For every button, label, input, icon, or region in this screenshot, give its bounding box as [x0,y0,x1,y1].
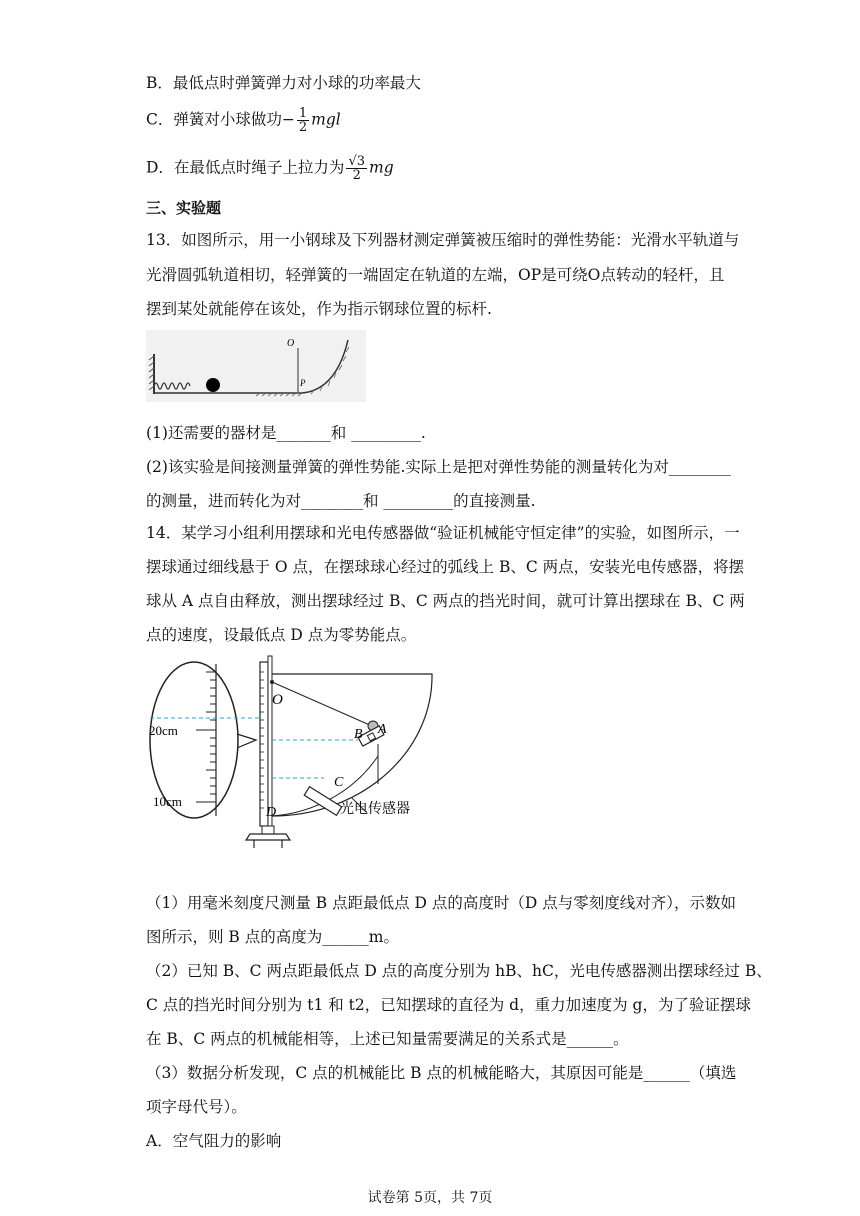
figure-background [146,330,366,402]
q12-option-c-sign: − [281,110,295,129]
q12-option-d [146,155,394,182]
q14-stem-line-3: 球从 A 点自由释放，测出摆球经过 B、C 两点的挡光时间，就可计算出摆球在 B、C 两 [146,592,745,610]
q13-stem-line-3: 摆到某处就能停在该处，作为指示钢球位置的标杆. [146,300,492,318]
pivot-o [270,680,274,684]
fraction-denominator: 2 [352,168,361,183]
q12-option-c-fraction [297,107,309,134]
label-d: D [266,805,277,820]
q12-option-c-text: C．弹簧对小球做功 [146,110,282,129]
label-a: A [378,722,387,737]
q14-part-3-line-1: （3）数据分析发现，C 点的机械能比 B 点的机械能略大，其原因可能是______（填选 [146,1064,737,1082]
q13-part-2-line-1: (2)该实验是间接测量弹簧的弹性势能.实际上是把对弹性势能的测量转化为对________ [146,458,731,476]
q14-figure [146,652,436,852]
q13-part-2-line-2: 的测量，进而转化为对________和 _________的直接测量. [146,492,536,510]
pendulum-string [272,682,372,726]
q14-part-2-line-2: C 点的挡光时间分别为 t1 和 t2，已知摆球的直径为 d，重力加速度为 g，为了验证摆球 [146,996,751,1014]
label-o: O [287,338,295,349]
sector-plate [272,674,432,816]
q12-option-d-fraction [346,155,367,182]
q13-part-1: (1)还需要的器材是_______和 _________. [146,424,426,442]
q14-stem-line-1: 14．某学习小组利用摆球和光电传感器做“验证机械能守恒定律”的实验，如图所示，一 [146,524,740,542]
magnifier-pointer [237,734,256,748]
magnified-ruler-ticks [196,672,216,802]
section-title: 三、实验题 [146,199,222,217]
q14-part-3-line-2: 项字母代号）。 [146,1098,247,1116]
q14-option-a: A．空气阻力的影响 [146,1132,282,1150]
q13-stem-line-1: 13．如图所示，用一小钢球及下列器材测定弹簧被压缩时的弹性势能：光滑水平轨道与 [146,231,740,249]
q12-option-b: B．最低点时弹簧弹力对小球的功率最大 [146,74,421,92]
q14-part-2-line-3: 在 B、C 两点的机械能相等，上述已知量需要满足的关系式是______。 [146,1030,629,1048]
label-c: C [334,775,344,790]
q13-stem-line-2: 光滑圆弧轨道相切，轻弹簧的一端固定在轨道的左端，OP是可绕O点转动的轻杆，且 [146,266,725,284]
label-b: B [354,727,363,742]
q14-stem-line-4: 点的速度，设最低点 D 点为零势能点。 [146,626,417,644]
q14-part-1-line-2: 图所示，则 B 点的高度为______m。 [146,928,399,946]
q12-option-d-expr: mg [369,158,394,177]
q14-part-2-line-1: （2）已知 B、C 两点距最低点 D 点的高度分别为 hB、hC，光电传感器测出摆球经过 B、 [146,962,772,980]
stand-base [246,834,290,840]
stand-neck [262,826,274,834]
steel-ball [206,378,220,392]
label-o: O [272,692,283,708]
page-footer: 试卷第 5页，共 7页 [367,1190,493,1206]
fraction-denominator: 2 [298,120,308,135]
q13-figure [146,330,366,402]
label-p: P [300,378,306,388]
fraction-numerator: √3 [348,154,365,169]
q12-option-d-text: D．在最低点时绳子上拉力为 [146,158,345,177]
q14-stem-line-2: 摆球通过细线悬于 O 点，在摆球球心经过的弧线上 B、C 两点，安装光电传感器，将摆 [146,558,745,576]
sensor-label: 光电传感器 [340,802,410,817]
fraction-numerator: 1 [298,106,308,121]
label-10cm: 10cm [153,794,182,809]
sensor-c [304,787,342,816]
q12-option-c-expr: mgl [311,110,341,129]
q14-part-1-line-1: （1）用毫米刻度尺测量 B 点距最低点 D 点的高度时（D 点与零刻度线对齐），示数如 [146,894,736,912]
label-20cm: 20cm [149,723,178,738]
q12-option-c [146,107,341,134]
